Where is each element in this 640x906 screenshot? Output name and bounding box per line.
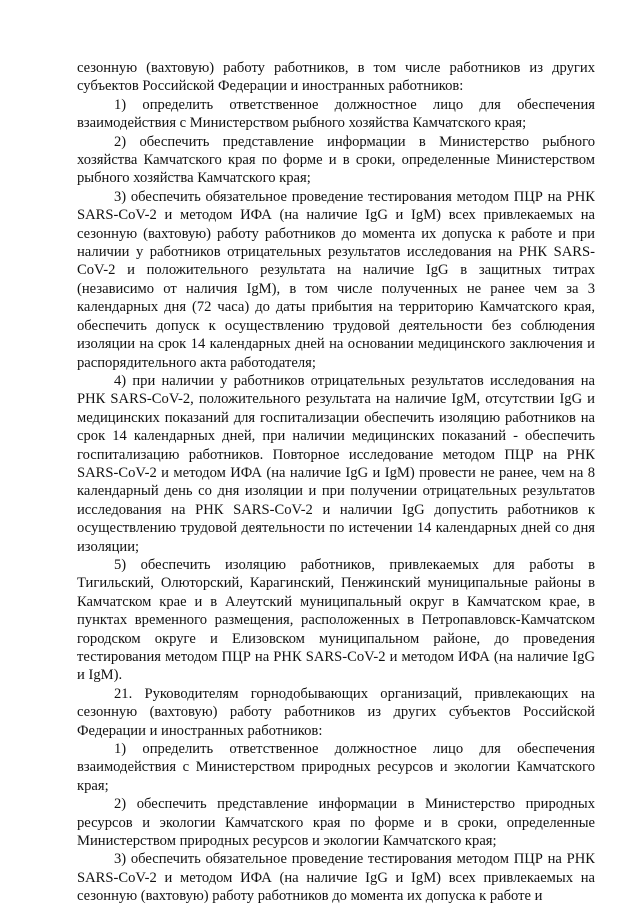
paragraph-section-21-item-1: 1) определить ответственное должностное лицо для обеспечения взаимодействия с Министерством природных ресурсов и экологии Камчатского края; [77,741,595,794]
paragraph-item-1: 1) определить ответственное должностное лицо для обеспечения взаимодействия с Министерством рыбного хозяйства Камчатского края; [77,96,595,132]
paragraph-section-21-item-3: 3) обеспечить обязательное проведение тестирования методом ПЦР на РНК SARS-CoV-2 и методом ИФА (на наличие IgG и IgM) всех привлекаемых на сезонную (вахтовую) работу работников до момента их допуска к работе и [77,851,595,905]
paragraph-item-4: 4) при наличии у работников отрицательных результатов исследования на РНК SARS-CoV-2, положительного результата на наличие IgM, отсутствии IgG и медицинских показаний для госпитализации обеспечить изоляцию работников на срок 14 календарных дней, при наличии медицинских показаний - обеспечить госпитализацию работников. Повторное исследование методом ПЦР на РНК SARS-CoV-2 и методом ИФА (на наличие IgG и IgM) провести не ранее, чем на 8 календарный день со дня изоляции и при получении отрицательных результатов исследования на РНК SARS-CoV-2 и наличии IgG допустить работников к осуществлению трудовой деятельности по истечении 14 календарных дней со дня изоляции; [77,372,595,555]
paragraph-section-21-item-2: 2) обеспечить представление информации в Министерство природных ресурсов и экологии Камчатского края по форме и в сроки, определенные Министерством природных ресурсов и экологии Камчатского края; [77,796,595,850]
paragraph-item-3: 3) обеспечить обязательное проведение тестирования методом ПЦР на РНК SARS-CoV-2 и методом ИФА (на наличие IgG и IgM) всех привлекаемых на сезонную (вахтовую) работу работников до момента их допуска к работе и при наличии у работников отрицательных результатов исследования на РНК SARS-CoV-2 и положительного результата на наличие IgG в защитных титрах (независимо от наличия IgM), в том числе полученных не ранее чем за 3 календарных дня (72 часа) до даты прибытия на территорию Камчатского края, обеспечить допуск к осуществлению трудовой деятельности без соблюдения изоляции на срок 14 календарных дней на основании медицинского заключения и распорядительного акта работодателя; [77,188,595,371]
paragraph-continuation: сезонную (вахтовую) работу работников, в том числе работников из других субъектов Российской Федерации и иностранных работников: [77,60,595,95]
paragraph-section-21: 21. Руководителям горнодобывающих организаций, привлекающих на сезонную (вахтовую) работу работников из других субъектов Российской Федерации и иностранных работников: [77,685,595,739]
paragraph-item-2: 2) обеспечить представление информации в Министерство рыбного хозяйства Камчатского края по форме и в сроки, определенные Министерством рыбного хозяйства Камчатского края; [77,133,595,187]
paragraph-item-5: 5) обеспечить изоляцию работников, привлекаемых для работы в Тигильский, Олюторский, Карагинский, Пенжинский муниципальные районы в Камчатском крае и в Алеутский муниципальный округ в Камчатском крае, в пунктах временного размещения, расположенных в Петропавловск-Камчатском городском округе и Елизовском муниципальном районе, до проведения тестирования методом ПЦР на РНК SARS-CoV-2 и методом ИФА (на наличие IgG и IgM). [77,556,595,684]
